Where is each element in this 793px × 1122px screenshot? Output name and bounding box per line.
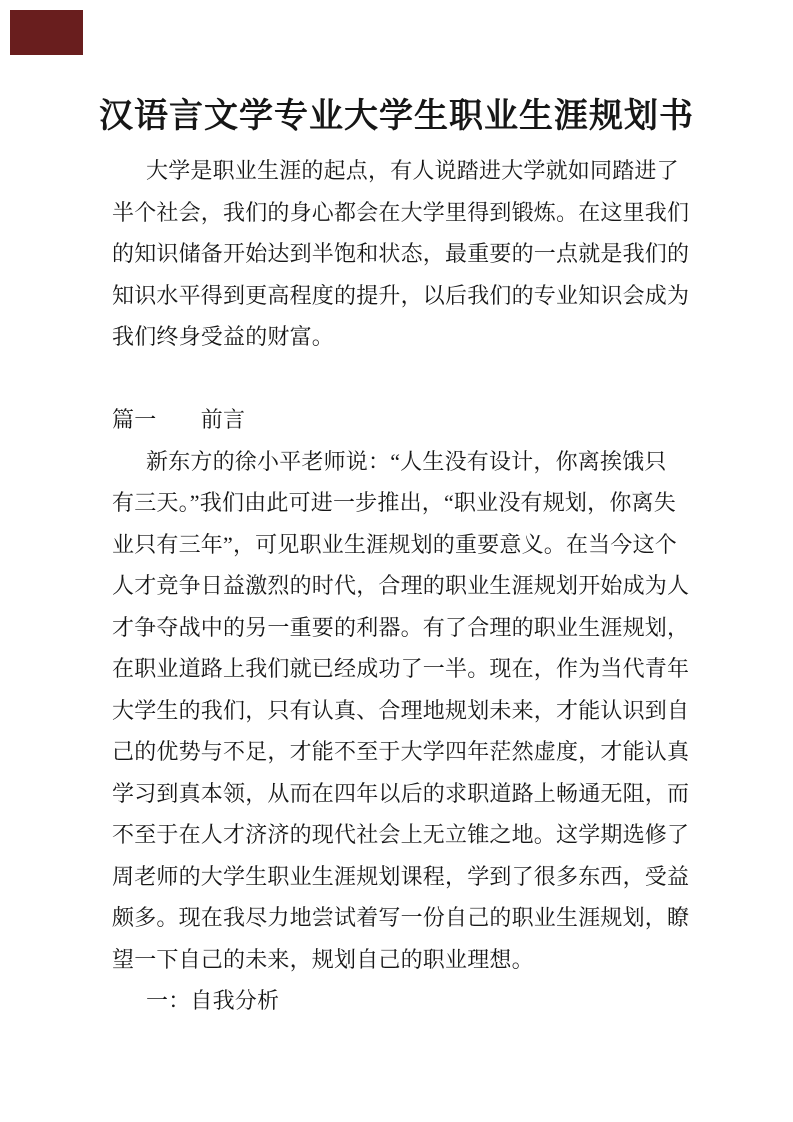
text-line: 在职业道路上我们就已经成功了一半。现在，作为当代青年 [112, 656, 690, 681]
text-line: 新东方的徐小平老师说：“人生没有设计，你离挨饿只 [146, 448, 667, 474]
text-line: 篇一 前言 [112, 407, 246, 432]
text-line: 半个社会，我们的身心都会在大学里得到锻炼。在这里我们 [112, 199, 690, 225]
text-line: 知识水平得到更高程度的提升，以后我们的专业知识会成为 [112, 282, 690, 308]
document-title: 汉语言文学专业大学生职业生涯规划书 [99, 98, 694, 135]
text-line: 大学是职业生涯的起点，有人说踏进大学就如同踏进了 [146, 158, 679, 183]
text-line: 大学生的我们，只有认真、合理地规划未来，才能认识到自 [112, 697, 690, 723]
text-line: 有三天。”我们由此可进一步推出，“职业没有规划，你离失 [112, 490, 676, 515]
text-line: 我们终身受益的财富。 [112, 324, 335, 349]
blank-line [112, 358, 684, 400]
document-body [112, 150, 690, 1022]
text-line: 业只有三年”，可见职业生涯规划的重要意义。在当今这个 [112, 531, 677, 557]
text-line: 人才竞争日益激烈的时代，合理的职业生涯规划开始成为人 [112, 573, 690, 598]
text-line: 望一下自己的未来，规划自己的职业理想。 [112, 946, 534, 972]
text-line: 己的优势与不足，才能不至于大学四年茫然虚度，才能认真 [112, 739, 690, 764]
text-line: 颇多。现在我尽力地尝试着写一份自己的职业生涯规划，瞭 [112, 905, 690, 930]
logo-stamp [10, 10, 83, 55]
text-line: 周老师的大学生职业生涯规划课程，学到了很多东西，受益 [112, 863, 690, 889]
text-line: 的知识储备开始达到半饱和状态，最重要的一点就是我们的 [112, 241, 690, 266]
text-line: 才争夺战中的另一重要的利器。有了合理的职业生涯规划， [112, 614, 690, 640]
text-line: 不至于在人才济济的现代社会上无立锥之地。这学期选修了 [112, 822, 690, 847]
text-line: 一：自我分析 [146, 988, 280, 1013]
text-line: 学习到真本领，从而在四年以后的求职道路上畅通无阻，而 [112, 780, 690, 806]
